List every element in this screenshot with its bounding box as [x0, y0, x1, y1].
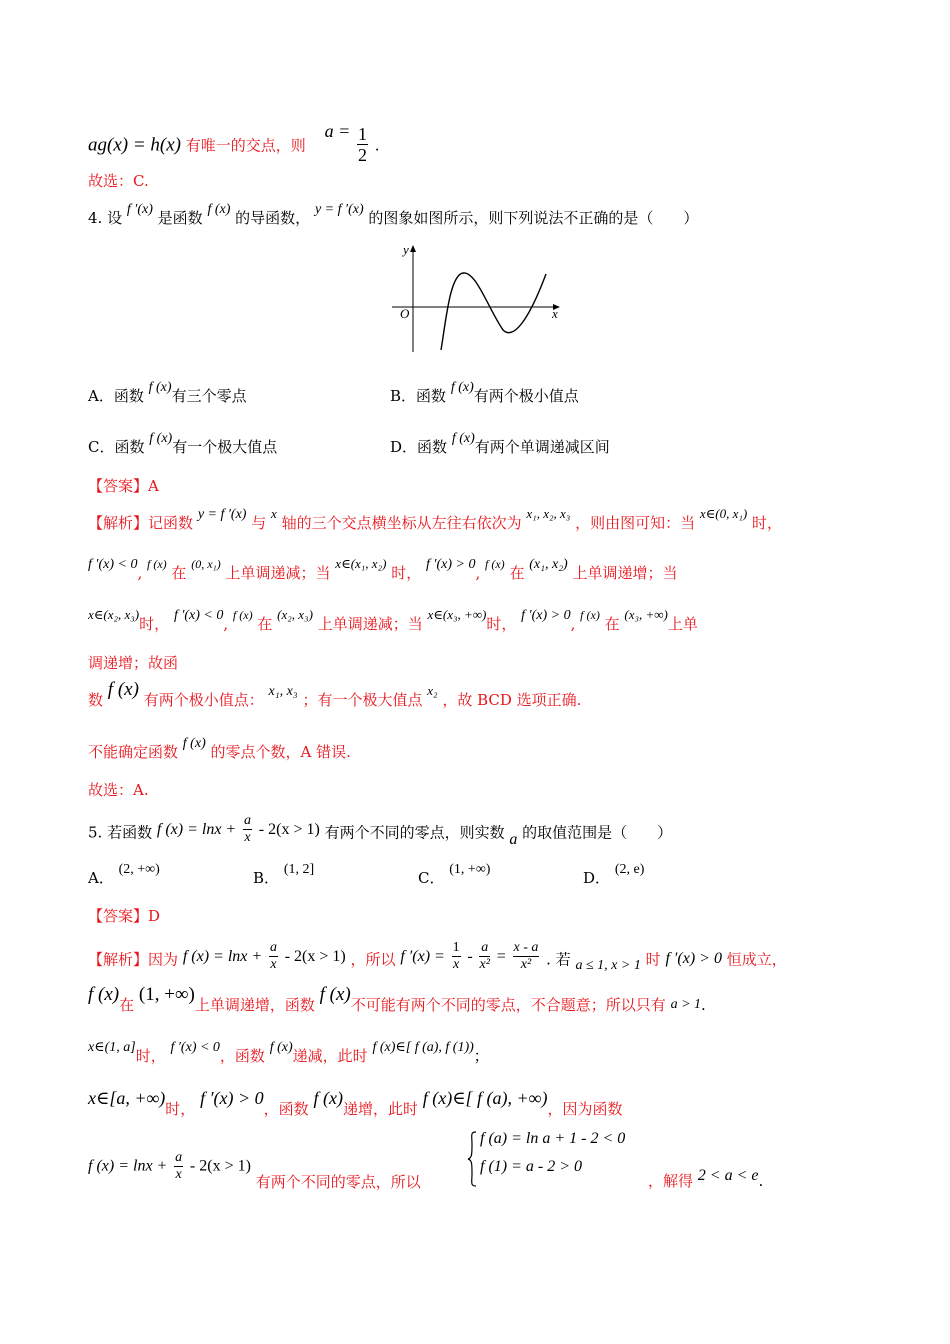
- q4-option-c: C．函数 f (x)有一个极大值点: [88, 431, 278, 456]
- q5-option-d: D． (2, e): [583, 862, 645, 887]
- q5-analysis-line5-end: ，解得 2 < a < e.: [648, 1167, 764, 1190]
- q4-option-d: D．函数 f (x)有两个单调递减区间: [390, 431, 610, 456]
- intro-text: 有唯一的交点，则: [185, 136, 306, 155]
- intro-result-lhs: a =: [324, 120, 351, 141]
- q5-stem: 5. 若函数 f (x) = lnx + $\frac{a}{x}$ - 2(x > 1) 有两个不同的零点，则实数 a 的取值范围是（ ）: [88, 813, 673, 848]
- q5-analysis-line5: f (x) = lnx + $\frac{a}{x}$ - 2(x > 1) 有两个不同的零点，所以: [88, 1150, 421, 1191]
- q5-analysis-line1: 【解析】因为 f (x) = lnx + $\frac{a}{x}$ - 2(x > 1) ，所以 f ′(x) = $\frac{1}{x}$ - $\frac{a}{\text{x²}}$ = $\frac{x - a}{\text{x²}}$ . 若 a ≤ 1, x > 1 时 f ′(x) > 0 恒成立，: [88, 940, 787, 973]
- left-brace-icon: [466, 1130, 478, 1188]
- q5-option-b: B． (1, 2]: [253, 862, 315, 887]
- q5-analysis-line3: x∈(1, a]时， f ′(x) < 0，函数 f (x)递减，此时 f (x)∈[ f (a), f (1))；: [88, 1040, 489, 1065]
- x-axis-label: x: [552, 306, 558, 321]
- derivative-curve: [441, 273, 546, 350]
- q5-option-a: A． (2, +∞): [88, 862, 160, 887]
- y-axis-label: y: [403, 242, 409, 257]
- q4-analysis-line3: x∈(x₂, x₃)时， f ′(x) < 0, $^{f (x)}$ 在 (x₂, x₃) 上单调递减；当 x∈(x₃, +∞)时， f ′(x) > 0, $^{f (x)}$ 在 (x₃, +∞)上单: [88, 607, 698, 633]
- system-eq-2: f (1) = a - 2 > 0: [480, 1158, 583, 1175]
- q4-analysis-line5: 数 f (x) 有两个极小值点： x₁, x₃ ；有一个极大值点 x₂ ，故 BCD 选项正确.: [88, 679, 582, 709]
- intro-line: ag(x) = h(x) 有唯一的交点，则 a = $\frac{1}{2}$ .: [88, 120, 380, 165]
- q5-option-c: C． (1, +∞): [418, 862, 491, 887]
- q4-analysis-line1: 【解析】记函数 y = f ′(x) 与 x 轴的三个交点横坐标从左往右依次为 x₁, x₂, x₃ ，则由图可知：当 x∈(0, x₁) 时，: [88, 506, 782, 532]
- q5-analysis-line4: x∈[a, +∞)时， f ′(x) > 0，函数 f (x)递增，此时 f (x)∈[ f (a), +∞)，因为函数: [88, 1088, 623, 1118]
- q4-conclusion: 故选：A.: [88, 781, 149, 799]
- q4-analysis-line2: f ′(x) < 0, $^{f (x)}$ 在 $^{(0, x_1)}$ 上单调递减；当 x∈(x₁, x₂) 时， f ′(x) > 0, $^{f (x)}$ 在 (x₁, x₂) 上单调递增；当: [88, 556, 678, 582]
- intro-expr: ag(x) = h(x): [88, 134, 181, 156]
- q4-analysis-line6: 不能确定函数 f (x) 的零点个数，A 错误.: [88, 736, 351, 761]
- q3-conclusion: 故选：C.: [88, 172, 149, 190]
- q5-answer: 【答案】D: [88, 907, 161, 925]
- intro-result-fraction: $\frac{1}{2}$: [358, 124, 368, 165]
- q4-stem: 4. 设 f ′(x) 是函数 f (x) 的导函数， y = f ′(x) 的图象如图所示，则下列说法不正确的是（ ）: [88, 202, 699, 227]
- q5-analysis-line2: f (x)在 (1, +∞)上单调递增，函数 f (x)不可能有两个不同的零点，不合题意；所以只有 a > 1.: [88, 984, 706, 1014]
- system-eq-1: f (a) = ln a + 1 - 2 < 0: [480, 1130, 626, 1147]
- y-axis-arrow: [410, 245, 416, 252]
- derivative-graph: [388, 240, 568, 355]
- q4-option-b: B．函数 f (x)有两个极小值点: [390, 380, 579, 405]
- origin-label: O: [400, 306, 410, 321]
- q4-analysis-line4: 调递增；故函: [88, 654, 179, 672]
- q4-answer: 【答案】A: [88, 477, 159, 495]
- q5-func-fraction: $\frac{a}{x}$: [244, 813, 251, 845]
- q4-option-a: A．函数 f (x)有三个零点: [88, 380, 247, 405]
